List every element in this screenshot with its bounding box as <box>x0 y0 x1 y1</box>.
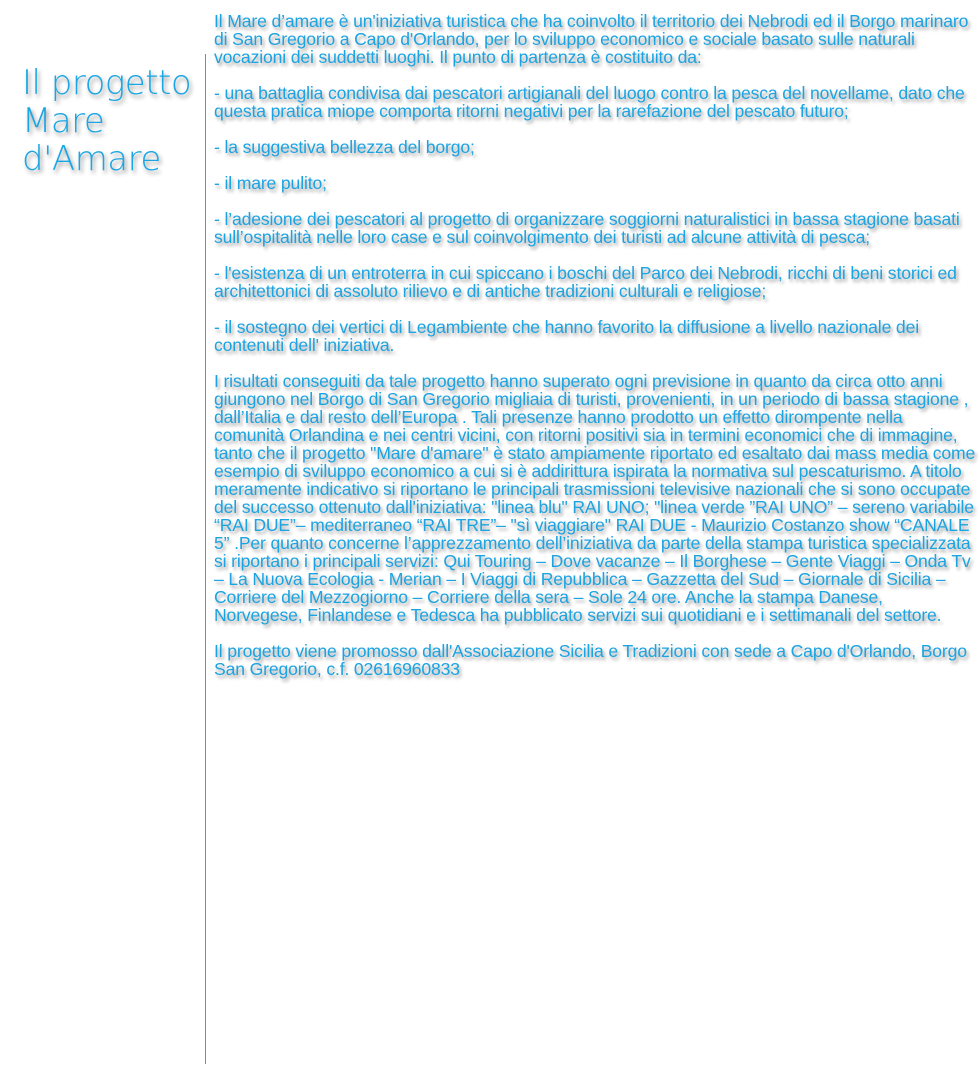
vertical-divider <box>205 54 206 1064</box>
promoter-paragraph: Il progetto viene promosso dall'Associazione Sicilia e Tradizioni con sede a Capo d'Orlando, Borgo San Gregorio, c.f. 02616960833 <box>214 641 967 679</box>
point-legambiente-support: - il sostegno dei vertici di Legambiente che hanno favorito la diffusione a livello nazionale dei contenuti dell' iniziativa. <box>214 317 919 355</box>
point-village-beauty: - la suggestiva bellezza del borgo; <box>214 137 475 157</box>
point-clean-sea: - il mare pulito; <box>214 173 327 193</box>
point-nebrodi-hinterland: - l'esistenza di un entroterra in cui spiccano i boschi del Parco dei Nebrodi, ricchi di beni storici ed architettonici di assoluto rilievo e di antiche tradizioni culturali e religiose; <box>214 263 957 301</box>
page-title <box>22 64 207 178</box>
page-title-line-1: Il progetto <box>22 63 192 103</box>
point-fishing-battle: - una battaglia condivisa dai pescatori artigianali del luogo contro la pesca del novellame, dato che questa pratica miope comporta ritorni negativi per la rarefazione del pescato futuro; <box>214 83 965 121</box>
point-fishermen-hospitality: - l’adesione dei pescatori al progetto di organizzare soggiorni naturalistici in bassa stagione basati sull’ospitalità nelle loro case e sul coinvolgimento dei turisti ad alcune attività di pesca; <box>214 209 960 247</box>
article-body <box>214 12 976 696</box>
page-title-line-2: Mare <box>22 101 105 141</box>
intro-paragraph: Il Mare d’amare è un'iniziativa turistica che ha coinvolto il territorio dei Nebrodi ed il Borgo marinaro di San Gregorio a Capo d'Orlando, per lo sviluppo economico e sociale basato sulle naturali vocazioni dei suddetti luoghi. Il punto di partenza è costituito da: <box>214 11 969 67</box>
page-title-line-3: d'Amare <box>22 139 161 179</box>
results-paragraph: I risultati conseguiti da tale progetto hanno superato ogni previsione in quanto da circa otto anni giungono nel Borgo di San Gregorio migliaia di turisti, provenienti, in un periodo di bassa stagione , dall’Italia e dal resto dell’Europa . Tali presenze hanno prodotto un effetto dirompente nella comunità Orlandina e nei centri vicini, con ritorni positivi sia in termini economici che di immagine, tanto che il progetto "Mare d'amare" è stato ampiamente riportato ed esaltato dai mass media come esempio di sviluppo economico a cui si è addirittura ispirata la normativa sul pescaturismo. A titolo meramente indicativo si riportano le principali trasmissioni televisive nazionali che si sono occupate del successo ottenuto dall'iniziativa: "linea blu" RAI UNO; "linea verde ”RAI UNO” – sereno variabile “RAI DUE”– mediterraneo “RAI TRE”– "sì viaggiare" RAI DUE - Maurizio Costanzo show “CANALE 5” .Per quanto concerne l’apprezzamento dell’iniziativa da parte della stampa turistica specializzata si riportano i principali servizi: Qui Touring – Dove vacanze – Il Borghese – Gente Viaggi – Onda Tv – La Nuova Ecologia - Merian – I Viaggi di Repubblica – Gazzetta del Sud – Giornale di Sicilia – Corriere del Mezzogiorno – Corriere della sera – Sole 24 ore. Anche la stampa Danese, Norvegese, Finlandese e Tedesca ha pubblicato servizi sui quotidiani e i settimanali del settore. <box>214 371 976 625</box>
